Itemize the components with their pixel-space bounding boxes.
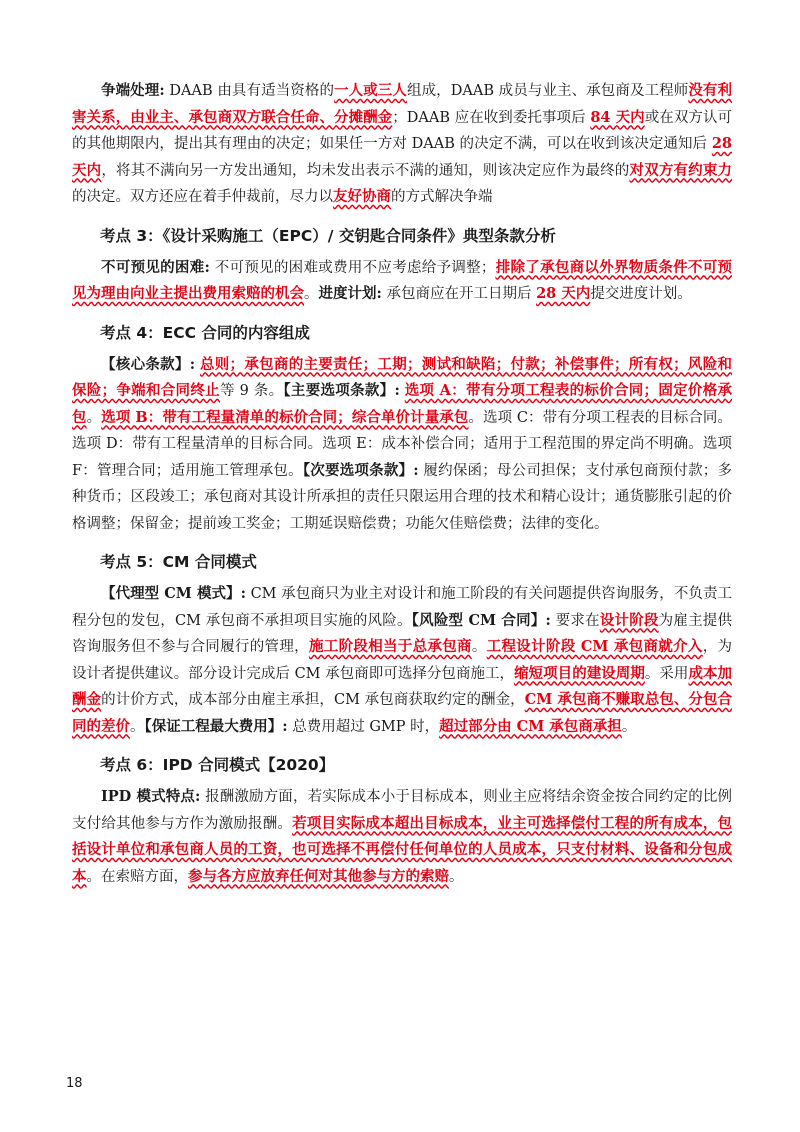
highlighted-text: 一人或三人	[334, 82, 407, 99]
epc-paragraph	[72, 255, 732, 308]
dispute-resolution-paragraph	[72, 78, 732, 211]
body-text: DAAB 由具有适当资格的	[164, 83, 335, 99]
highlighted-text: 施工阶段相当于总承包商	[308, 638, 472, 655]
page-number: 18	[66, 1076, 83, 1091]
bold-label: 【核心条款】:	[101, 355, 196, 373]
bold-label: IPD 模式特点:	[101, 788, 201, 805]
body-text: 。在索赔方面，	[86, 868, 188, 885]
bold-label: 争端处理:	[101, 82, 165, 99]
ipd-paragraph	[72, 784, 732, 890]
ecc-paragraph	[72, 352, 732, 538]
highlighted-text: 排除了承包商以外界物质条件不可预见为理由向业主提出费用索赔的机会	[72, 258, 733, 302]
body-text: 不可预见的困难或费用不应考虑给予调整；	[209, 259, 496, 276]
body-text: 。	[86, 409, 102, 426]
highlighted-text: 友好协商	[333, 188, 391, 205]
section-heading-5: 考点 5：CM 合同模式	[100, 553, 257, 571]
highlighted-text: 缩短项目的建设周期	[514, 664, 645, 682]
highlighted-text: 设计阶段	[599, 611, 659, 629]
body-text: 的计价方式，成本部分由雇主承担，CM 承包商获取约定的酬金，	[101, 692, 525, 708]
section-heading-4: 考点 4：ECC 合同的内容组成	[100, 323, 310, 342]
cm-paragraph	[72, 581, 732, 740]
body-text: 组成，DAAB 成员与业主、承包商及工程师	[407, 83, 689, 99]
body-text: 或在双方认可的其他期限内，提出其有理由的决定；如果任一方对 DAAB 的决定不满，可以在收到该决定通知后	[72, 109, 733, 152]
highlighted-text: 没有利害关系，由业主、承包商双方联合任命、分摊酬金	[72, 82, 733, 126]
body-text: 的方式解决争端	[391, 189, 493, 205]
bold-label: 【风险型 CM 合同】:	[411, 611, 551, 629]
highlighted-text: CM 承包商不赚取总包、分包合同的差价	[72, 691, 732, 735]
highlighted-text: 28 天内	[536, 285, 591, 302]
body-text: ；DAAB 应在收到委托事项后	[392, 109, 591, 126]
highlighted-text: 成本加酬金	[72, 664, 733, 708]
highlighted-text: 84 天内	[590, 108, 645, 126]
body-text: CM 承包商只为业主对设计和施工阶段的有关问题提供咨询服务，不负责工程分包的发包，CM 承包商不承担项目实施的风险。	[72, 586, 732, 629]
body-text: 。采用	[644, 665, 689, 682]
highlighted-text: 参与各方应放弃任何对其他参与方的索赔	[188, 867, 449, 885]
highlighted-text: 28 天内	[72, 135, 732, 179]
body-text: 等 9 条。	[219, 383, 284, 399]
highlighted-text: 选项 B：带有工程量清单的标价合同；综合单价计量承包	[101, 408, 469, 426]
section-heading-3: 考点 3：《设计采购施工（EPC）/ 交钥匙合同条件》典型条款分析	[100, 226, 556, 245]
bold-label: 【保证工程最大费用】:	[144, 717, 288, 735]
body-text: 承包商应在开工日期后	[381, 286, 537, 302]
highlighted-text: 工程设计阶段 CM 承包商就介入	[486, 638, 703, 655]
highlighted-text: 总则；承包商的主要责任；工期；测试和缺陷；付款；补偿事件；所有权；风险和保险；争端和合同终止	[72, 355, 733, 399]
body-text: 要求在	[550, 612, 600, 629]
highlighted-text: 超过部分由 CM 承包商承担	[439, 717, 622, 735]
body-text: 的决定。双方还应在着手仲裁前，尽力以	[72, 189, 333, 205]
body-text: 为雇主提供咨询服务但不参与合同履行的管理，	[72, 612, 732, 655]
bold-label: 【代理型 CM 模式】:	[101, 585, 246, 602]
bold-label: 【次要选项条款】:	[302, 461, 419, 479]
highlighted-text: 选项 A：带有分项工程表的标价合同；固定价格承包	[72, 382, 733, 426]
bold-label: 进度计划:	[318, 285, 382, 302]
body-text: 。	[449, 868, 464, 885]
highlighted-text: 若项目实际成本超出目标成本，业主可选择偿付工程的所有成本，包括设计单位和承包商人员的工资，也可选择不再偿付任何单位的人员成本，只支付材料、设备和分包成本	[72, 814, 733, 885]
body-text: 。	[130, 718, 145, 735]
highlighted-text: 对双方有约束力	[629, 161, 733, 179]
body-text: ，将其不满向另一方发出通知，均未发出表示不满的通知，则该决定应作为最终的	[101, 162, 630, 179]
body-text: 。选项 C：带有分项工程表的目标合同。选项 D：带有工程量清单的目标合同。选项 E：成本补偿合同；适用于工程范围的界定尚不明确。选项 F：管理合同；适用施工管理承包。	[72, 409, 733, 479]
body-text: 。	[304, 286, 319, 302]
bold-label: 【主要选项条款】:	[283, 382, 400, 399]
bold-label: 不可预见的困难:	[101, 258, 210, 276]
section-heading-6: 考点 6：IPD 合同模式【2020】	[100, 756, 335, 774]
body-text: 。	[471, 639, 487, 655]
body-text: 履约保函；母公司担保；支付承包商预付款；多种货币；区段竣工；承包商对其设计所承担的责任只限运用合理的技术和精心设计；通货膨胀引起的价格调整；保留金；提前竣工奖金；工期延误赔偿费；功能欠佳赔偿费；法律的变化。	[72, 462, 733, 532]
body-text: 报酬激励方面，若实际成本小于目标成本，则业主应将结余资金按合同约定的比例支付给其他参与方作为激励报酬。	[72, 789, 732, 832]
body-text: 提交进度计划。	[590, 286, 692, 302]
body-text: 。	[621, 718, 637, 735]
body-text: 总费用超过 GMP 时，	[287, 718, 440, 735]
body-text: ，为设计者提供建议。部分设计完成后 CM 承包商即可选择分包商施工，	[72, 639, 733, 682]
document-page	[72, 78, 732, 890]
